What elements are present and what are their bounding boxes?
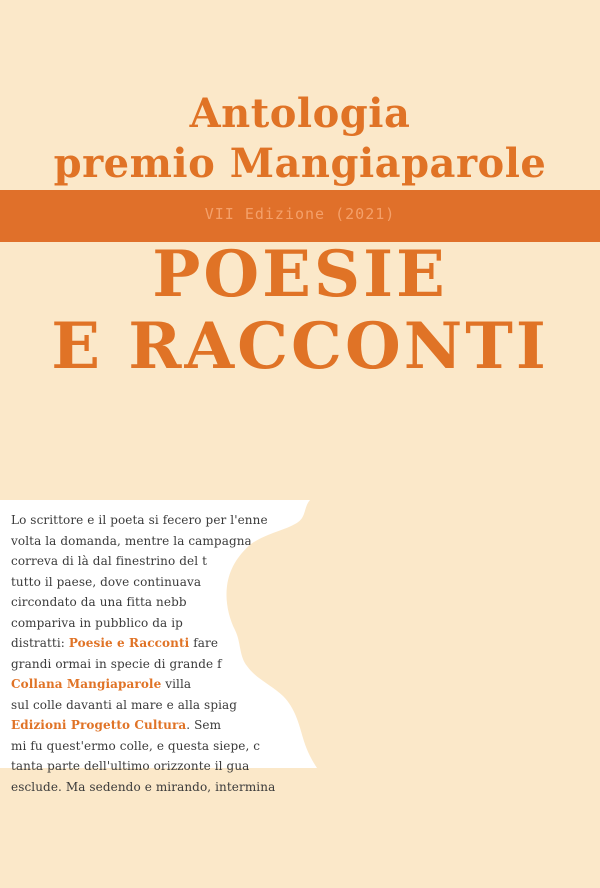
excerpt-text-run: Lo scrittore e il poeta si fecero per l'enne — [11, 513, 268, 527]
excerpt-text-run: sul colle davanti al mare e alla spiag — [11, 697, 238, 712]
excerpt-text-run: grandi ormai in specie di grande f — [11, 656, 222, 671]
excerpt-text-run: correva di là dal finestrino del t — [11, 554, 207, 568]
excerpt-text-run: volta la domanda, mentre la campagna — [11, 533, 252, 548]
excerpt-highlight: Poesie e Racconti — [68, 636, 190, 650]
heading-line-2: E RACCONTI — [51, 309, 549, 384]
excerpt-highlight: Collana Mangiaparole — [11, 677, 162, 691]
excerpt-text-run: tanta parte dell'ultimo orizzonte il gua — [11, 759, 250, 773]
excerpt-highlight: Edizioni Progetto Cultura — [11, 718, 187, 732]
title-line-2: premio Mangiaparole — [53, 140, 547, 187]
excerpt-text-run: circondato da una fitta nebb — [11, 595, 187, 609]
heading-line-1: POESIE — [152, 237, 448, 312]
excerpt-text-run: tutto il paese, dove continuava — [11, 574, 202, 589]
excerpt-text-run: villa — [161, 677, 192, 691]
title-line-1: Antologia — [189, 90, 411, 137]
excerpt-text-run: fare — [189, 636, 219, 650]
excerpt-line — [11, 777, 311, 798]
excerpt-text-run: esclude. Ma sedendo e mirando, intermina — [11, 779, 276, 794]
edition-label: VII Edizione (2021) — [204, 205, 396, 223]
torn-edge-shape — [225, 500, 335, 768]
excerpt-text-run: compariva in pubblico da ip — [11, 615, 183, 630]
excerpt-text-run: mi fu quest'ermo colle, e questa siepe, c — [11, 738, 261, 753]
excerpt-text-run: distratti: — [11, 636, 69, 650]
excerpt-text-run: . Sem — [186, 718, 222, 732]
